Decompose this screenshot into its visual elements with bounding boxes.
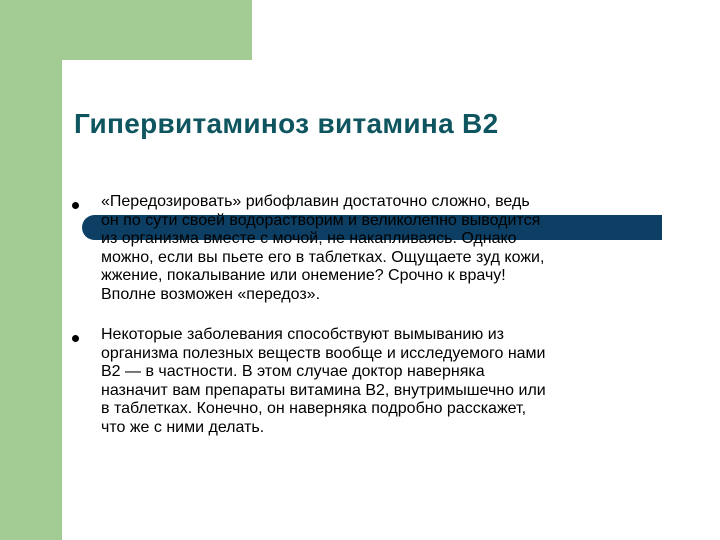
text-line: Вполне возможен «передоз». [101, 285, 321, 303]
bullet-dot-icon [72, 335, 79, 342]
text-line: жжение, покалывание или онемение? Срочно к врачу! [101, 267, 506, 284]
bullet-text [101, 326, 672, 437]
text-line: в таблетках. Конечно, он наверняка подробно расскажет, [101, 400, 527, 417]
bullet-item [72, 193, 672, 304]
left-green-stripe [0, 0, 62, 540]
text-line: организма полезных веществ вообще и исследуемого нами [101, 344, 546, 362]
text-line: что же с ними делать. [101, 418, 265, 436]
text-line: он по сути своей водорастворим и великолепно выводится [101, 211, 541, 229]
slide-title: Гипервитаминоз витамина В2 [74, 108, 499, 139]
bullet-dot-icon [72, 202, 79, 209]
text-line: Некоторые заболевания способствуют вымыванию из [101, 326, 504, 343]
text-line: можно, если вы пьете его в таблетках. Ощущаете зуд кожи, [101, 248, 545, 266]
text-line: назначит вам препараты витамина В2, внутримышечно или [101, 381, 546, 399]
bullet-item [72, 326, 672, 437]
bullet-text [101, 193, 672, 304]
bullet-list [72, 193, 672, 459]
text-line: из организма вместе с мочой, не накапливаясь. Однако [101, 230, 517, 247]
text-line: «Передозировать» рибофлавин достаточно сложно, ведь [101, 193, 530, 210]
text-line: В2 — в частности. В этом случае доктор наверняка [101, 363, 485, 380]
top-green-block [0, 0, 252, 60]
